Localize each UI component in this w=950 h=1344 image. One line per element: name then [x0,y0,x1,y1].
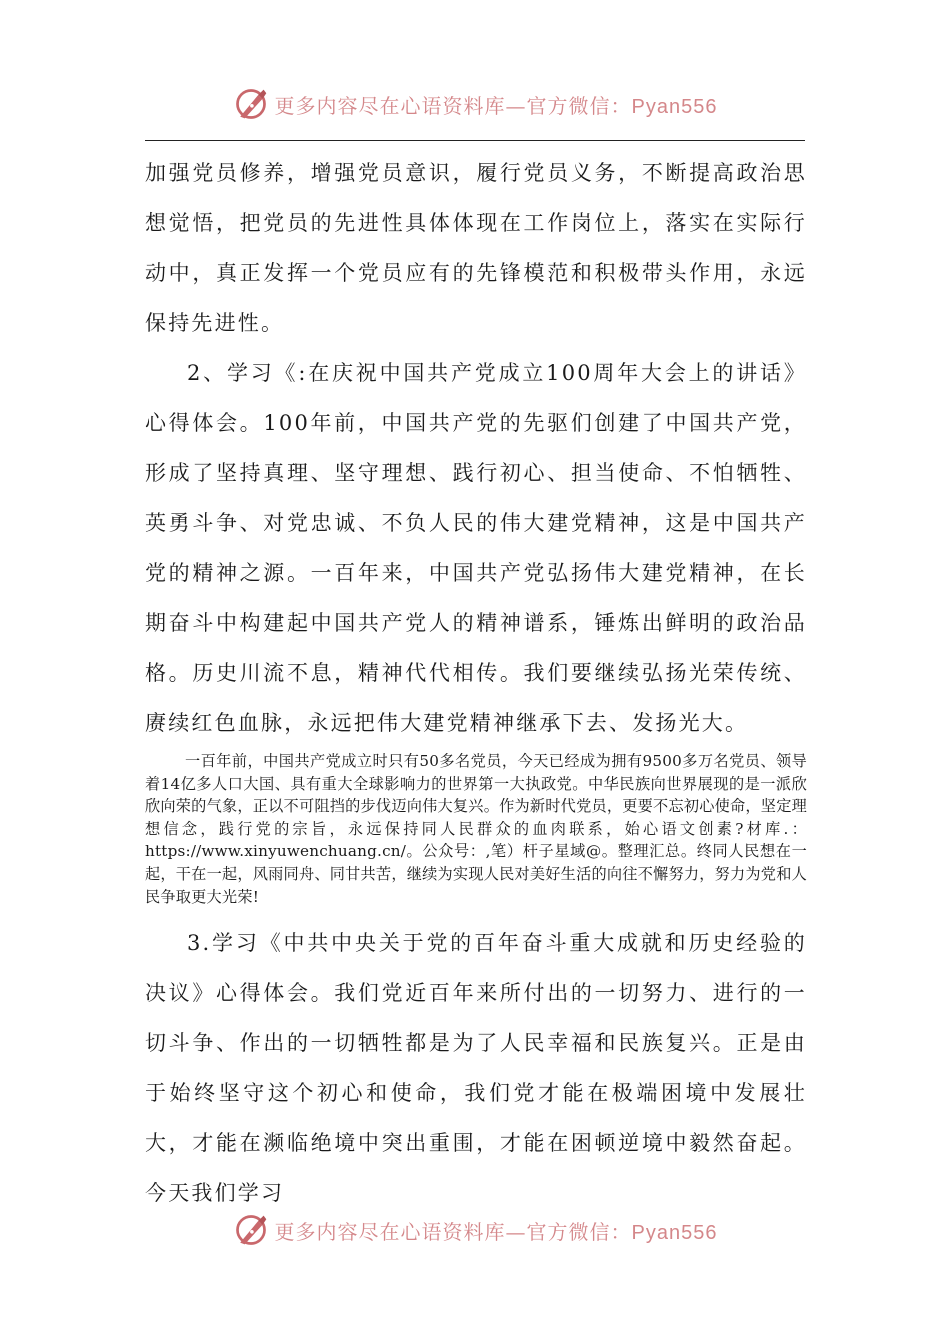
footer-slogan: 更多内容尽在心语资料库—官方微信： [274,1219,632,1244]
page-header [0,84,950,124]
document-body [145,148,807,1218]
pen-nib-logo-icon [233,86,269,122]
paragraph-section-2: 2、学习《:在庆祝中国共产党成立100周年大会上的讲话》心得体会。100年前，中国共产党的先驱们创建了中国共产党，形成了坚持真理、坚守理想、践行初心、担当使命、不怕牺牲、英勇斗争、对党忠诚、不负人民的伟大建党精神，这是中国共产党的精神之源。一百年来，中国共产党弘扬伟大建党精神，在长期奋斗中构建起中国共产党人的精神谱系，锤炼出鲜明的政治品格。历史川流不息，精神代代相传。我们要继续弘扬光荣传统、赓续红色血脉，永远把伟大建党精神继承下去、发扬光大。 [145,361,807,735]
header-brand-text [275,90,718,119]
header-slogan: 更多内容尽在心语资料库—官方微信： [274,93,632,118]
page-footer [0,1210,950,1250]
header-wechat-id: Pyan556 [631,95,718,118]
header-brand [233,86,718,122]
footer-brand [233,1212,718,1248]
paragraph-section-3: 3.学习《中共中央关于党的百年奋斗重大成就和历史经验的决议》心得体会。我们党近百年来所付出的一切努力、进行的一切斗争、作出的一切牺牲都是为了人民幸福和民族复兴。正是由于始终坚守这个初心和使命，我们党才能在极端困境中发展壮大，才能在濒临绝境中突出重围，才能在困顿逆境中毅然奋起。今天我们学习 [145,931,807,1206]
footer-brand-text [275,1216,718,1245]
paragraph-continuation: 加强党员修养，增强党员意识，履行党员义务，不断提高政治思想觉悟，把党员的先进性具体体现在工作岗位上，落实在实际行动中，真正发挥一个党员应有的先锋模范和积极带头作用，永远保持先进性。 [145,161,807,335]
paragraph-small-inserted: 一百年前，中国共产党成立时只有50多名党员，今天已经成为拥有9500多万名党员、领导着14亿多人口大国、具有重大全球影响力的世界第一大执政党。中华民族向世界展现的是一派欣欣向荣的气象，正以不可阻挡的步伐迈向伟大复兴。作为新时代党员，更要不忘初心使命，坚定理想信念，践行党的宗旨，永远保持同人民群众的血肉联系，始心语文创素?材库.：https://www.xinyuwenchuang.cn/。公众号：,笔）杆子星域@。整理汇总。终同人民想在一起，干在一起，风雨同舟、同甘共苦，继续为实现人民对美好生活的向往不懈努力，努力为党和人民争取更大光荣! [145,752,807,906]
footer-wechat-id: Pyan556 [631,1221,718,1244]
header-divider [145,140,805,141]
pen-nib-logo-icon [233,1212,269,1248]
